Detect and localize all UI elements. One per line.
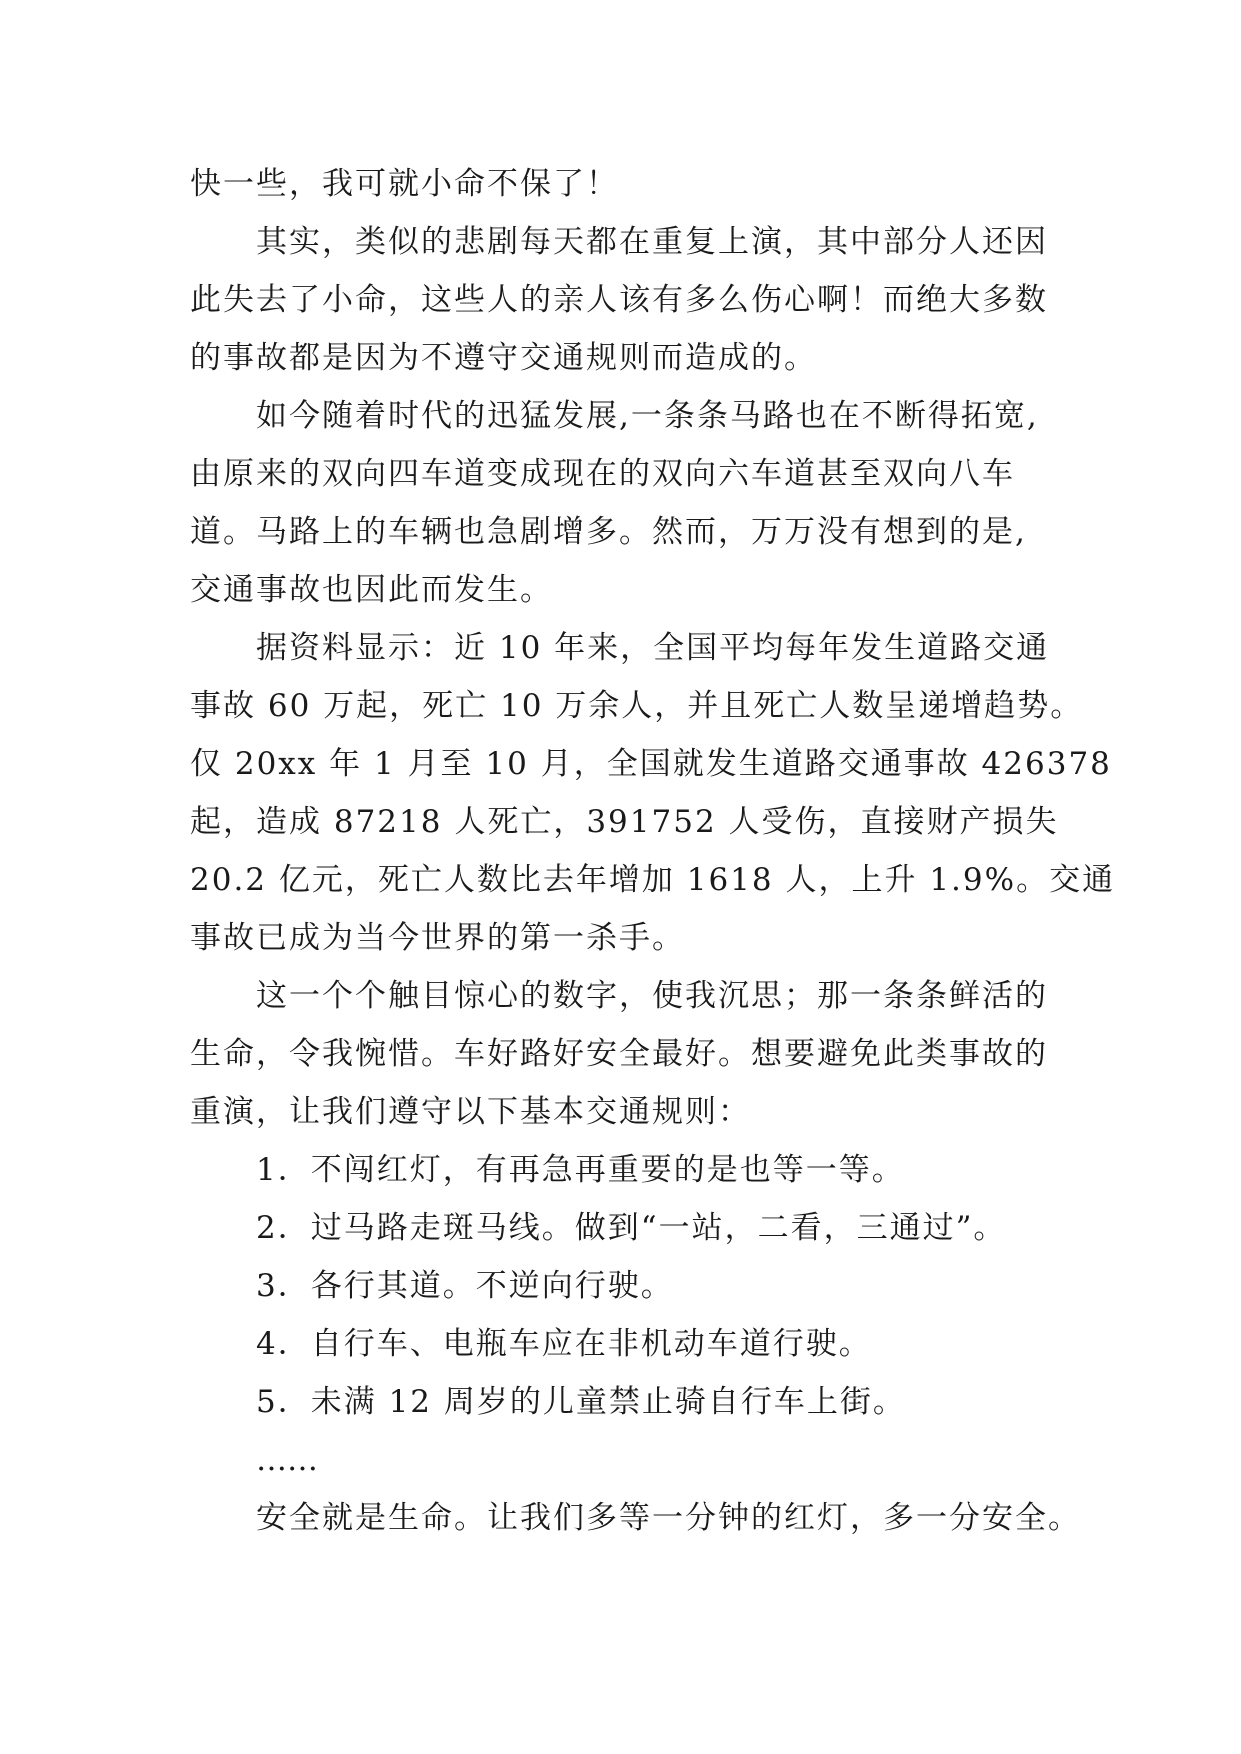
rule-item-1: 1．不闯红灯，有再急再重要的是也等一等。 bbox=[256, 1152, 905, 1188]
text-line: 仅 20xx 年 1 月至 10 月，全国就发生道路交通事故 426378 bbox=[190, 746, 1112, 782]
text-line: 由原来的双向四车道变成现在的双向六车道甚至双向八车 bbox=[190, 456, 1015, 492]
paragraph-first-line: 如今随着时代的迅猛发展,一条条马路也在不断得拓宽, bbox=[256, 398, 1039, 434]
rule-item-4: 4．自行车、电瓶车应在非机动车道行驶。 bbox=[256, 1326, 872, 1362]
paragraph-first-line: 这一个个触目惊心的数字，使我沉思；那一条条鲜活的 bbox=[256, 978, 1048, 1014]
text-line: 起，造成 87218 人死亡，391752 人受伤，直接财产损失 bbox=[190, 804, 1059, 840]
text-line: 道。马路上的车辆也急剧增多。然而，万万没有想到的是, bbox=[190, 514, 1027, 550]
rule-item-5: 5．未满 12 周岁的儿童禁止骑自行车上街。 bbox=[256, 1384, 906, 1420]
text-line: 事故 60 万起，死亡 10 万余人，并且死亡人数呈递增趋势。 bbox=[190, 688, 1084, 724]
text-line: 重演，让我们遵守以下基本交通规则： bbox=[190, 1094, 751, 1130]
paragraph-first-line: 其实，类似的悲剧每天都在重复上演，其中部分人还因 bbox=[256, 224, 1048, 260]
document-body bbox=[190, 155, 1116, 1547]
text-line: 交通事故也因此而发生。 bbox=[190, 572, 553, 608]
text-line: 此失去了小命，这些人的亲人该有多么伤心啊！而绝大多数 bbox=[190, 282, 1048, 318]
ellipsis: …… bbox=[256, 1442, 318, 1478]
text-line: 生命，令我惋惜。车好路好安全最好。想要避免此类事故的 bbox=[190, 1036, 1048, 1072]
paragraph-first-line: 据资料显示：近 10 年来，全国平均每年发生道路交通 bbox=[256, 630, 1050, 666]
text-line: 快一些，我可就小命不保了！ bbox=[190, 166, 619, 202]
text-line: 的事故都是因为不遵守交通规则而造成的。 bbox=[190, 340, 817, 376]
text-line: 20.2 亿元，死亡人数比去年增加 1618 人，上升 1.9%。交通 bbox=[190, 862, 1116, 898]
closing-line: 安全就是生命。让我们多等一分钟的红灯，多一分安全。 bbox=[256, 1500, 1081, 1536]
text-line: 事故已成为当今世界的第一杀手。 bbox=[190, 920, 685, 956]
rule-item-2: 2．过马路走斑马线。做到“一站，二看，三通过”。 bbox=[256, 1210, 1007, 1246]
rule-item-3: 3．各行其道。不逆向行驶。 bbox=[256, 1268, 674, 1304]
